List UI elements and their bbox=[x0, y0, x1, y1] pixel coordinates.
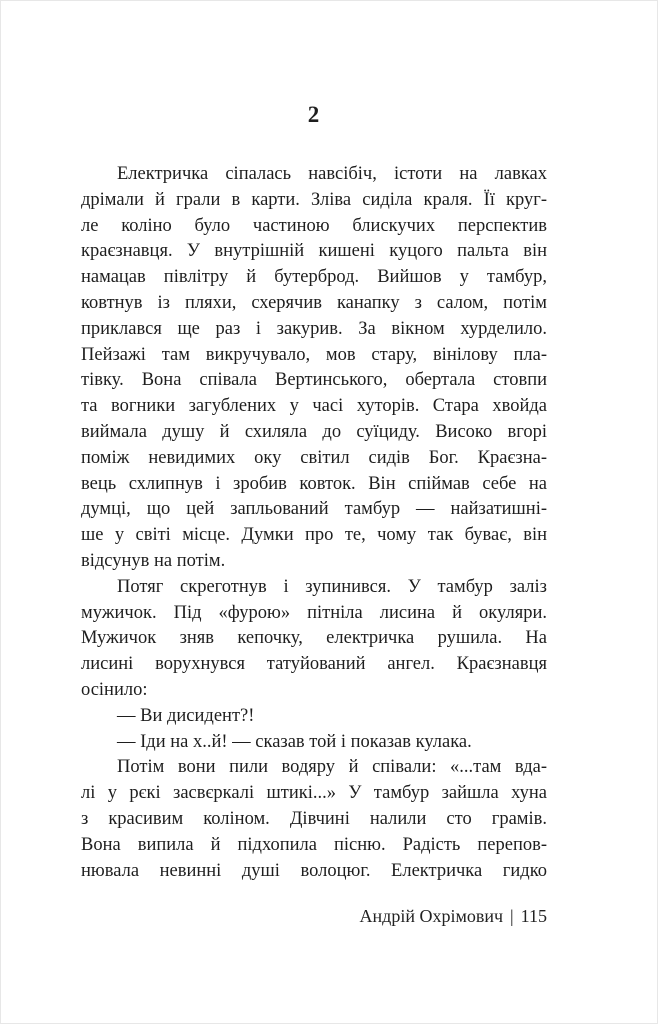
text-line: тівку. Вона співала Вертинського, обертала стовпи bbox=[81, 370, 547, 391]
page-footer bbox=[81, 906, 547, 927]
text-line: дрімали й грали в карти. Зліва сиділа краля. Її круг- bbox=[81, 189, 547, 210]
paragraph bbox=[81, 730, 547, 756]
text-line: краєзнавця. У внутрішній кишені куцого пальта він bbox=[81, 241, 547, 262]
text-line: — Ви дисидент?! bbox=[117, 705, 255, 726]
text-line: виймала душу й схиляла до суїциду. Високо вгорі bbox=[81, 421, 547, 442]
text-line: — Іди на х..й! — сказав той і показав кулака. bbox=[117, 731, 472, 752]
text-line: Електричка сіпалась навсібіч, істоти на лавках bbox=[117, 164, 547, 184]
text-line: відсунув на потім. bbox=[81, 550, 226, 571]
text-line: вець схлипнув і зробив ковток. Він спіймав себе на bbox=[81, 473, 547, 494]
text-line: та вогники загублених у часі хуторів. Стара хвойда bbox=[81, 396, 547, 417]
text-line: Потім вони пили водяру й співали: «...там вда- bbox=[117, 757, 547, 778]
footer-separator: | bbox=[510, 906, 514, 926]
text-line: поміж невидимих оку світил сидів Бог. Краєзна- bbox=[81, 447, 547, 468]
text-line: Мужичок зняв кепочку, електричка рушила. На bbox=[81, 628, 547, 649]
paragraph bbox=[81, 704, 547, 730]
paragraph bbox=[81, 575, 547, 704]
text-line: думці, що цей запльований тамбур — найзатишні- bbox=[81, 499, 547, 520]
text-line: лі у рєкі засвєркалі штикі...» У тамбур зайшла хуна bbox=[81, 783, 547, 804]
text-line: намацав півлітру й бутерброд. Вийшов у тамбур, bbox=[81, 267, 547, 288]
footer-page-number: 115 bbox=[520, 906, 547, 926]
text-line: мужичок. Під «фурою» пітніла лисина й окуляри. bbox=[81, 602, 547, 623]
chapter-number: 2 bbox=[307, 102, 321, 127]
text-line: з красивим коліном. Дівчині налили сто грамів. bbox=[81, 808, 547, 829]
text-line: ле коліно було частиною блискучих перспектив bbox=[81, 215, 547, 236]
text-line: ше у світі місце. Думки про те, чому так буває, він bbox=[81, 525, 547, 546]
paragraph bbox=[81, 755, 547, 884]
text-line: ковтнув із пляхи, схерячив канапку з салом, потім bbox=[81, 292, 547, 313]
text-block bbox=[81, 162, 547, 884]
text-line: приклався ще раз і закурив. За вікном хурделило. bbox=[81, 318, 547, 339]
text-line: Потяг скреготнув і зупинився. У тамбур заліз bbox=[117, 576, 547, 597]
text-line: лисині ворухнувся татуйований ангел. Краєзнавця bbox=[81, 654, 547, 675]
text-line: Пейзажі там викручувало, мов стару, вінілову пла- bbox=[81, 344, 547, 365]
text-line: осінило: bbox=[81, 679, 148, 700]
text-line: нювала невинні душі волоцюг. Електричка гидко bbox=[81, 860, 547, 881]
paragraph bbox=[81, 162, 547, 575]
text-line: Вона випила й підхопила пісню. Радість перепов- bbox=[81, 834, 547, 855]
footer-author: Андрій Охрімович bbox=[359, 906, 504, 926]
